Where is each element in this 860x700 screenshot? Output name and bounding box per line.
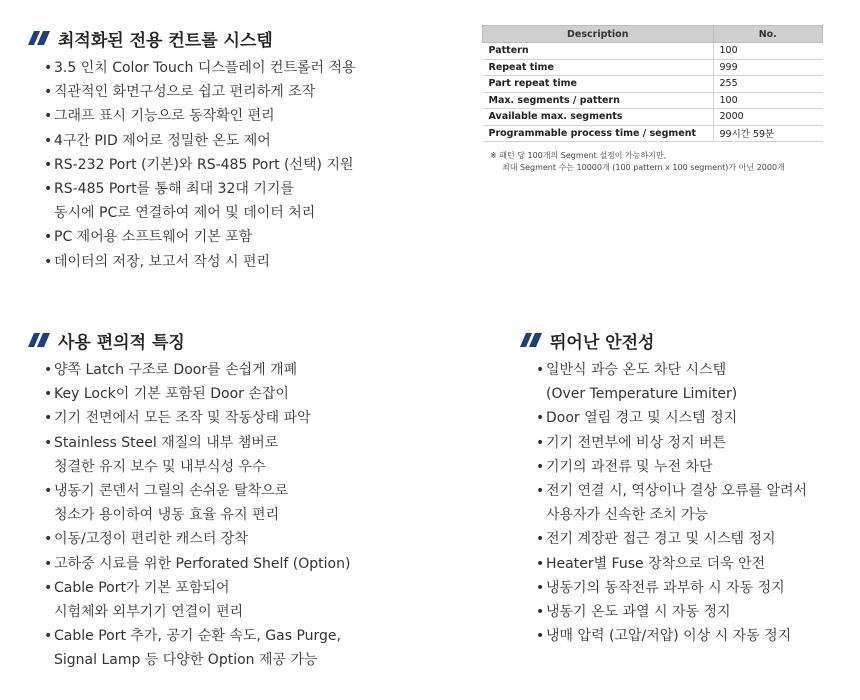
slash-mark-icon	[520, 333, 542, 347]
list-item-text: RS-232 Port (기본)와 RS-485 Port (선택) 지원	[54, 156, 354, 173]
bullet-icon: •	[44, 434, 53, 451]
list-item	[28, 153, 448, 177]
spec-row	[483, 92, 823, 109]
bullet-icon: •	[536, 604, 545, 621]
list-item-text: 전기 연결 시, 역상이나 결상 오류를 알려서	[546, 483, 808, 500]
list-item-text: 양쪽 Latch 구조로 Door를 손쉽게 개폐	[54, 362, 298, 378]
bullet-icon: •	[44, 483, 53, 500]
list-item	[520, 624, 850, 648]
spec-value: 2000	[713, 109, 823, 126]
list-item-text: 3.5 인치 Color Touch 디스플레이 컨트롤러 적용	[54, 60, 356, 76]
list-item-text: 전기 계장판 접근 경고 및 시스템 정지	[546, 531, 776, 548]
bullet-icon: •	[536, 434, 545, 451]
control-system-list	[28, 56, 448, 274]
bullet-icon: •	[536, 555, 545, 572]
list-item	[28, 527, 448, 551]
list-item-text: Cable Port가 기본 포함되어	[54, 579, 230, 596]
control-system-section	[28, 26, 448, 274]
list-item	[28, 225, 448, 249]
list-item-text: 4구간 PID 제어로 정밀한 온도 제어	[54, 132, 271, 149]
spec-header-description: Description	[483, 26, 714, 43]
spec-key: Part repeat time	[483, 76, 714, 93]
list-item-text: 냉동기 온도 과열 시 자동 정지	[546, 604, 731, 621]
spec-key: Repeat time	[483, 59, 714, 76]
list-item	[28, 479, 448, 527]
list-item	[28, 56, 448, 80]
list-item	[520, 358, 850, 406]
convenience-list	[28, 358, 448, 673]
list-item	[520, 479, 850, 527]
bullet-icon: •	[536, 410, 545, 427]
list-item	[520, 527, 850, 551]
bullet-icon: •	[536, 531, 545, 548]
list-item	[28, 250, 448, 274]
spec-value: 100	[713, 43, 823, 60]
safety-title: 뛰어난 안전성	[520, 328, 850, 352]
safety-section	[520, 328, 850, 648]
list-item-text: Stainless Steel 재질의 내부 챔버로	[54, 434, 279, 451]
spec-key: Programmable process time / segment	[483, 125, 714, 142]
spec-table	[482, 25, 823, 142]
list-item-text: RS-485 Port를 통해 최대 32대 기기를	[54, 181, 294, 198]
list-item-text: 데이터의 저장, 보고서 작성 시 편리	[54, 253, 271, 270]
bullet-icon: •	[536, 579, 545, 596]
spec-header-no: No.	[713, 26, 823, 43]
list-item	[520, 431, 850, 455]
convenience-title: 사용 편의적 특징	[28, 328, 448, 352]
list-item-text: 청소가 용이하여 냉동 효율 유지 편리	[54, 507, 280, 524]
list-item-text: 그래프 표시 기능으로 동작확인 편리	[54, 108, 275, 125]
bullet-icon: •	[44, 386, 53, 403]
convenience-section	[28, 328, 448, 673]
list-item-text: 냉동기 콘덴서 그릴의 손쉬운 탈착으로	[54, 483, 289, 500]
list-item-text: 시험체와 외부기기 연결이 편리	[54, 604, 244, 621]
spec-row	[483, 125, 823, 142]
bullet-icon: •	[536, 483, 545, 500]
list-item	[28, 104, 448, 128]
list-item-text: 냉매 압력 (고압/저압) 이상 시 자동 정지	[546, 628, 792, 645]
list-item	[28, 129, 448, 153]
list-item-text: 기기 전면에서 모든 조작 및 작동상태 파악	[54, 410, 311, 427]
list-item-text: 기기 전면부에 비상 정지 버튼	[546, 434, 727, 451]
list-item	[28, 80, 448, 104]
safety-list	[520, 358, 850, 648]
spec-row	[483, 109, 823, 126]
bullet-icon: •	[44, 253, 53, 270]
list-item-text: Heater별 Fuse 장착으로 더욱 안전	[546, 555, 766, 572]
bullet-icon: •	[44, 229, 53, 246]
list-item-text: 사용자가 신속한 조치 가능	[546, 507, 709, 524]
list-item-text: 청결한 유지 보수 및 내부식성 우수	[54, 458, 266, 475]
list-item	[28, 406, 448, 430]
list-item	[28, 382, 448, 406]
list-item	[28, 624, 448, 672]
list-item-text: Cable Port 추가, 공기 순환 속도, Gas Purge,	[54, 628, 341, 645]
bullet-icon: •	[44, 84, 53, 101]
list-item-text: Signal Lamp 등 다양한 Option 제공 가능	[54, 652, 318, 669]
list-item-text: 기기의 과전류 및 누전 차단	[546, 458, 713, 475]
bullet-icon: •	[44, 362, 53, 378]
bullet-icon: •	[536, 628, 545, 645]
list-item-text: 고하중 시료를 위한 Perforated Shelf (Option)	[54, 555, 351, 572]
list-item	[28, 552, 448, 576]
bullet-icon: •	[44, 410, 53, 427]
bullet-icon: •	[44, 108, 53, 125]
list-item-text: Door 열림 경고 및 시스템 정지	[546, 410, 738, 427]
list-item-text: 직관적인 화면구성으로 쉽고 편리하게 조작	[54, 84, 316, 101]
bullet-icon: •	[44, 579, 53, 596]
spec-header-row	[483, 26, 823, 43]
spec-row	[483, 76, 823, 93]
list-item	[520, 576, 850, 600]
slash-mark-icon	[28, 31, 50, 45]
slash-mark-icon	[28, 333, 50, 347]
spec-value: 255	[713, 76, 823, 93]
bullet-icon: •	[44, 531, 53, 548]
list-item-text: (Over Temperature Limiter)	[546, 386, 738, 403]
list-item-text: PC 제어용 소프트웨어 기본 포함	[54, 229, 253, 246]
spec-key: Pattern	[483, 43, 714, 60]
bullet-icon: •	[44, 628, 53, 645]
list-item	[28, 431, 448, 479]
list-item	[520, 455, 850, 479]
list-item-text: 이동/고정이 편리한 캐스터 장착	[54, 531, 248, 548]
list-item-text: 일반식 과승 온도 차단 시스템	[546, 362, 727, 378]
bullet-icon: •	[44, 156, 53, 173]
list-item	[28, 177, 448, 225]
control-system-title: 최적화된 전용 컨트롤 시스템	[28, 26, 448, 50]
spec-value: 100	[713, 92, 823, 109]
spec-key: Available max. segments	[483, 109, 714, 126]
bullet-icon: •	[44, 555, 53, 572]
spec-note-line1: ※ 패턴 당 100개의 Segment 설정이 가능하지만,	[490, 151, 667, 160]
bullet-icon: •	[536, 458, 545, 475]
list-item	[28, 358, 448, 382]
list-item-text: Key Lock이 기본 포함된 Door 손잡이	[54, 386, 289, 403]
bullet-icon: •	[536, 362, 545, 378]
list-item-text: 동시에 PC로 연결하여 제어 및 데이터 처리	[54, 205, 316, 222]
spec-value: 99시간 59분	[713, 125, 823, 142]
list-item	[520, 600, 850, 624]
bullet-icon: •	[44, 132, 53, 149]
spec-row	[483, 59, 823, 76]
spec-row	[483, 43, 823, 60]
spec-note	[490, 150, 785, 174]
spec-note-line2: 최대 Segment 수는 10000개 (100 pattern x 100 segment)가 아닌 2000개	[502, 163, 785, 172]
spec-key: Max. segments / pattern	[483, 92, 714, 109]
list-item	[520, 406, 850, 430]
list-item	[28, 576, 448, 624]
list-item	[520, 552, 850, 576]
bullet-icon: •	[44, 181, 53, 198]
spec-value: 999	[713, 59, 823, 76]
list-item-text: 냉동기의 동작전류 과부하 시 자동 정지	[546, 579, 785, 596]
bullet-icon: •	[44, 60, 53, 76]
